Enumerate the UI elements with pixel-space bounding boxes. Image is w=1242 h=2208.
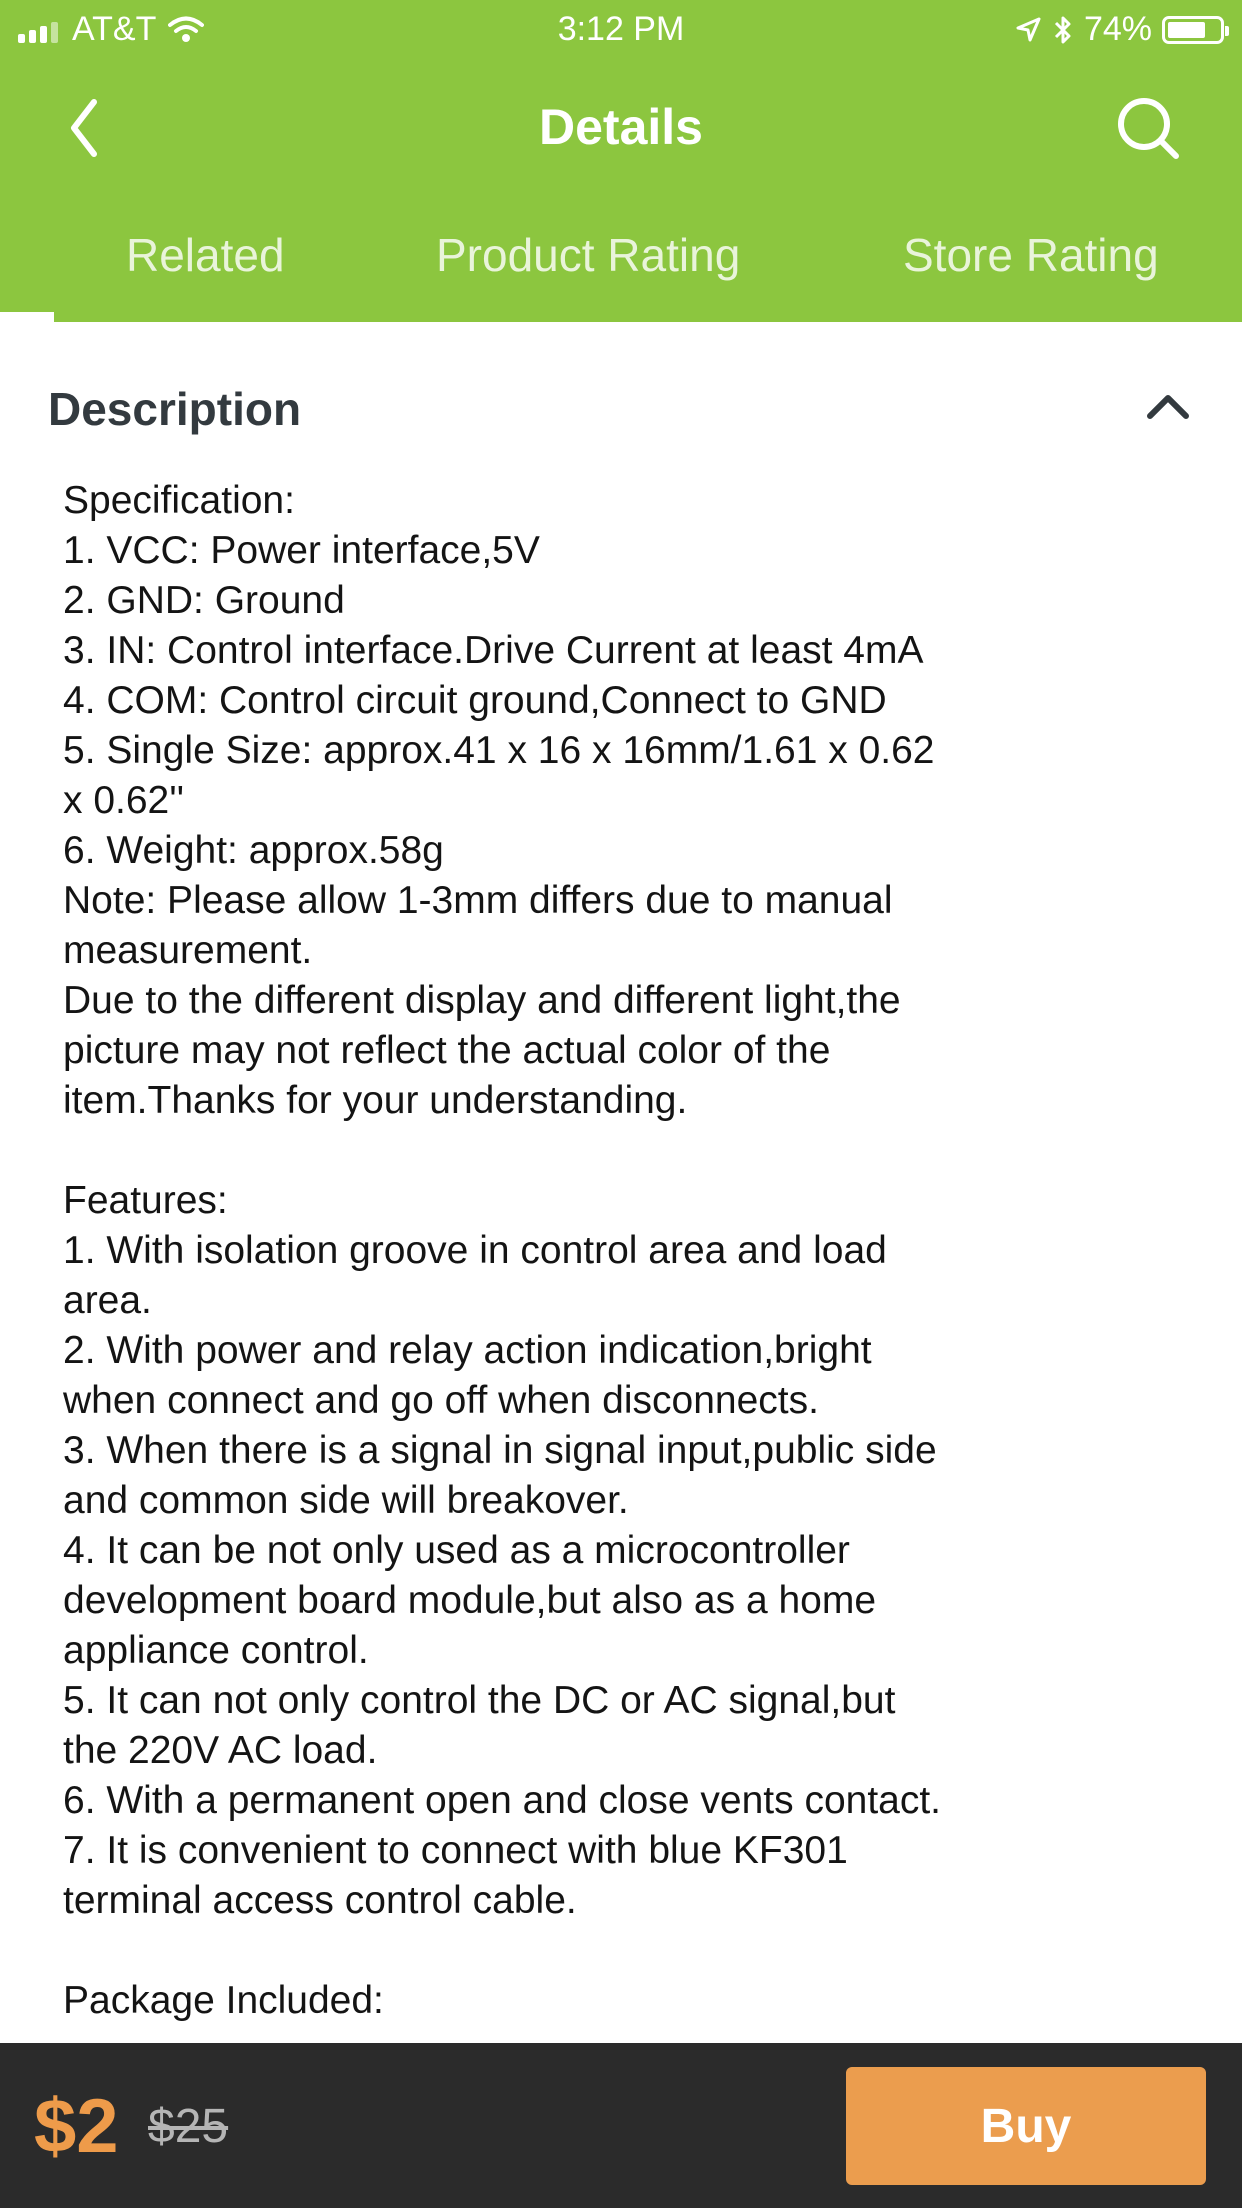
bottom-bar bbox=[0, 2043, 1242, 2208]
tab-product-rating[interactable]: Product Rating bbox=[436, 229, 741, 281]
search-icon bbox=[1108, 88, 1192, 172]
tab-related[interactable]: Related bbox=[126, 229, 285, 281]
status-right bbox=[1014, 10, 1224, 49]
bluetooth-icon bbox=[1052, 14, 1074, 46]
description-header[interactable] bbox=[0, 322, 1242, 472]
current-price: $2 bbox=[34, 2084, 119, 2169]
battery-level bbox=[1168, 22, 1205, 38]
status-time: 3:12 PM bbox=[557, 10, 685, 48]
tab-bar bbox=[0, 200, 1242, 322]
navbar bbox=[0, 60, 1242, 200]
description-text: Specification: 1. VCC: Power interface,5V 2. GND: Ground 3. IN: Control interface.Drive Current at least 4mA 4. COM: Control circuit ground,Connect to GND 5. Single Size: approx.41 x 16 x 16mm/1.61 x 0.62 x 0.62'' 6. Weight: approx.58g Note: Please allow 1-3mm differs due to manual measurement. Due to the different display and different light,the picture may not reflect the actual color of the item.Thanks for your understanding. Features: 1. With isolation groove in control area and load area. 2. With power and relay action indication,bright when connect and go off when disconnects. 3. When there is a signal in signal input,public side and common side will breakover. 4. It can be not only used as a microcontroller development board module,but also as a home appliance control. 5. It can not only control the DC or AC signal,but the 220V AC load. 6. With a permanent open and close vents contact. 7. It is convenient to connect with blue KF301 terminal access control cable. Package Included: bbox=[63, 479, 942, 2022]
tab-indicator bbox=[0, 312, 54, 322]
status-bar bbox=[0, 0, 1242, 60]
original-price: $25 bbox=[148, 2100, 229, 2153]
header bbox=[0, 0, 1242, 322]
collapse-button[interactable] bbox=[1138, 378, 1198, 438]
carrier-name: AT&T bbox=[72, 10, 157, 48]
battery-percent: 74% bbox=[1083, 10, 1152, 48]
page-title: Details bbox=[539, 99, 703, 155]
search-button[interactable] bbox=[1108, 88, 1192, 172]
chevron-up-icon bbox=[1138, 378, 1198, 438]
battery-icon bbox=[1162, 16, 1224, 44]
location-icon bbox=[1014, 16, 1042, 44]
tab-store-rating[interactable]: Store Rating bbox=[903, 229, 1159, 281]
buy-button[interactable]: Buy bbox=[846, 2067, 1206, 2185]
description-title: Description bbox=[48, 383, 302, 435]
